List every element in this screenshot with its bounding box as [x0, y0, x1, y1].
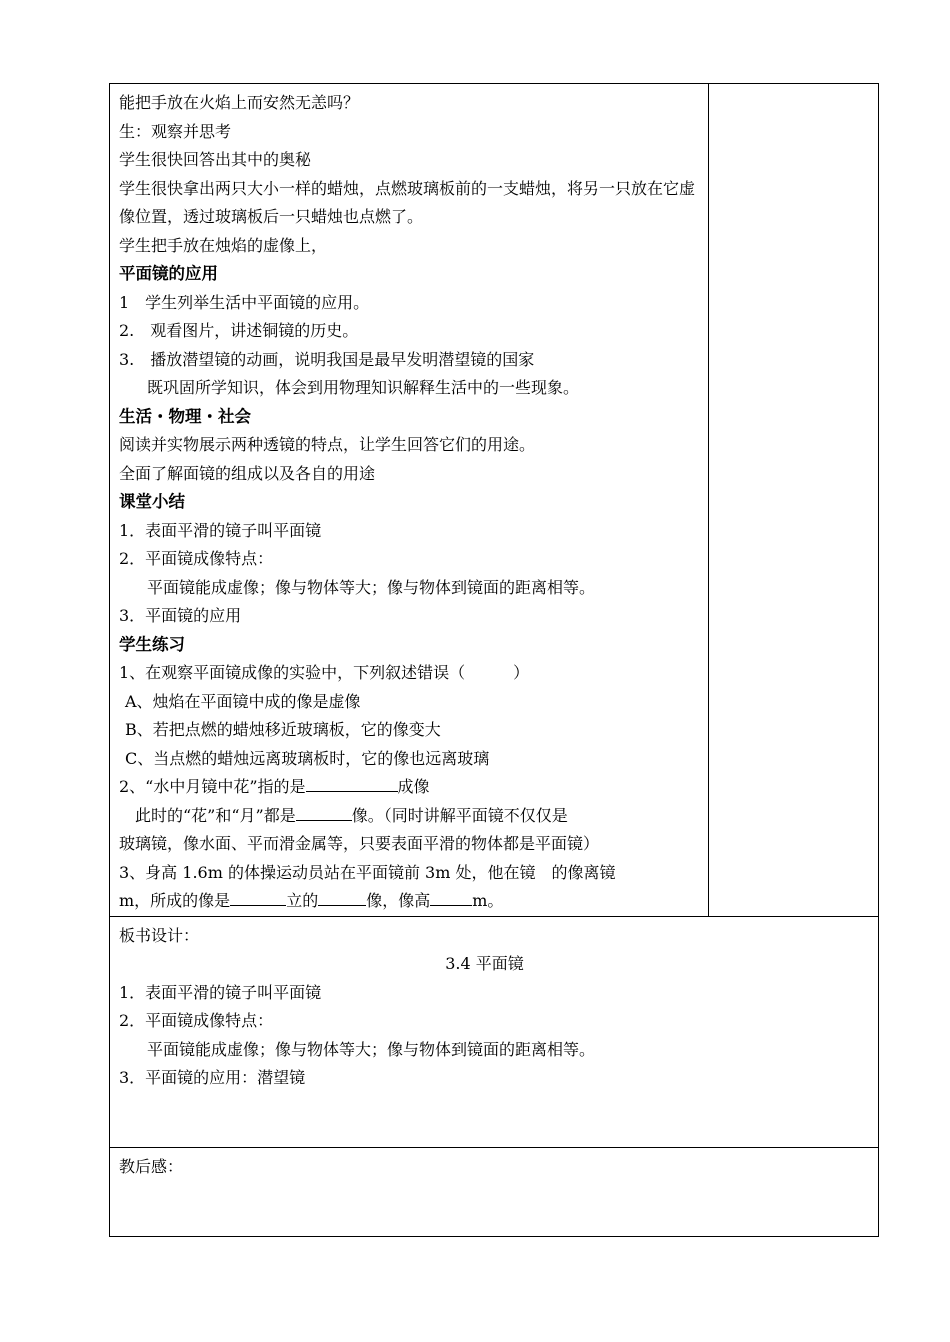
board-design-label: 板书设计： — [119, 925, 200, 945]
summary-item: 2．平面镜成像特点： — [119, 549, 274, 568]
board-design-cell — [110, 916, 879, 1147]
question-3-text: m。 — [472, 891, 504, 910]
board-item: 3．平面镜的应用：潜望镜 — [119, 1068, 306, 1087]
heading-student-practice: 学生练习 — [119, 634, 185, 654]
board-item: 2．平面镜成像特点： — [119, 1011, 274, 1030]
list-item: 3. 播放潜望镜的动画，说明我国是最早发明潜望镜的国家 — [119, 349, 535, 369]
summary-item: 1．表面平滑的镜子叫平面镜 — [119, 520, 322, 540]
board-design-row — [110, 916, 879, 1147]
text-paragraph: 学生很快拿出两只大小一样的蜡烛，点燃玻璃板前的一支蜡烛，将另一只放在它虚像位置，透过玻璃板后一只蜡烛也点燃了。 — [119, 178, 696, 226]
question-2-text: 2、“水中月镜中花”指的是 — [119, 777, 306, 796]
summary-item: 3．平面镜的应用 — [119, 606, 242, 625]
question-3-line-1: 3、身高 1.6m 的体操运动员站在平面镜前 3m 处，他在镜 的像离镜 — [119, 862, 616, 882]
answer-blank — [430, 887, 472, 906]
notes-cell — [709, 84, 879, 917]
question-1-option-c: C、当点燃的蜡烛远离玻璃板时，它的像也远离玻璃 — [125, 748, 490, 768]
answer-blank — [318, 887, 366, 906]
text-line: 生：观察并思考 — [119, 121, 232, 141]
list-item: 2. 观看图片，讲述铜镜的历史。 — [119, 321, 359, 340]
question-3-text: m，所成的像是 — [119, 891, 231, 910]
question-2-text: 像。（同时讲解平面镜不仅仅是 — [351, 805, 568, 825]
text-line: 既巩固所学知识，体会到用物理知识解释生活中的一些现象。 — [147, 378, 580, 397]
question-3-text: 立的 — [286, 891, 319, 910]
question-2-line-1 — [119, 773, 700, 802]
answer-blank — [306, 773, 398, 792]
question-2-text: 成像 — [397, 777, 430, 796]
teaching-process-cell — [110, 84, 709, 917]
answer-blank — [230, 887, 286, 906]
text-line: 学生很快回答出其中的奥秘 — [119, 150, 312, 169]
text-line: 能把手放在火焰上而安然无恙吗？ — [119, 93, 360, 112]
board-item-detail: 平面镜能成虚像；像与物体等大；像与物体到镜面的距离相等。 — [147, 1039, 596, 1059]
heading-mirror-application: 平面镜的应用 — [119, 264, 218, 283]
question-3-line-2 — [119, 887, 700, 916]
summary-detail: 平面镜能成虚像；像与物体等大；像与物体到镜面的距离相等。 — [147, 577, 596, 597]
list-item: 1 学生列举生活中平面镜的应用。 — [119, 292, 370, 312]
question-2-line-3: 玻璃镜，像水面、平而滑金属等，只要表面平滑的物体都是平面镜） — [119, 834, 600, 853]
board-item: 1．表面平滑的镜子叫平面镜 — [119, 982, 322, 1002]
board-title: 3.4 平面镜 — [445, 954, 524, 973]
question-1-stem: 1、在观察平面镜成像的实验中，下列叙述错误（ ） — [119, 663, 530, 682]
question-1-option-b: B、若把点燃的蜡烛移近玻璃板，它的像变大 — [125, 720, 441, 739]
lesson-plan-table — [109, 83, 879, 1237]
reflection-label: 教后感： — [119, 1156, 184, 1176]
heading-class-summary: 课堂小结 — [119, 492, 185, 511]
question-2-text: 此时的“花”和“月”都是 — [135, 805, 296, 825]
question-1-option-a: A、烛焰在平面镜中成的像是虚像 — [125, 691, 361, 711]
question-3-text: 像，像高 — [366, 891, 431, 910]
text-line: 阅读并实物展示两种透镜的特点，让学生回答它们的用途。 — [119, 435, 536, 454]
heading-life-physics-society: 生活・物理・社会 — [119, 406, 251, 426]
reflection-row — [110, 1147, 879, 1236]
text-line: 全面了解面镜的组成以及各自的用途 — [119, 463, 376, 483]
reflection-cell — [110, 1147, 879, 1236]
teaching-process-row — [110, 84, 879, 917]
answer-blank — [296, 802, 352, 821]
text-line: 学生把手放在烛焰的虚像上， — [119, 235, 328, 255]
question-2-line-2 — [119, 802, 700, 831]
